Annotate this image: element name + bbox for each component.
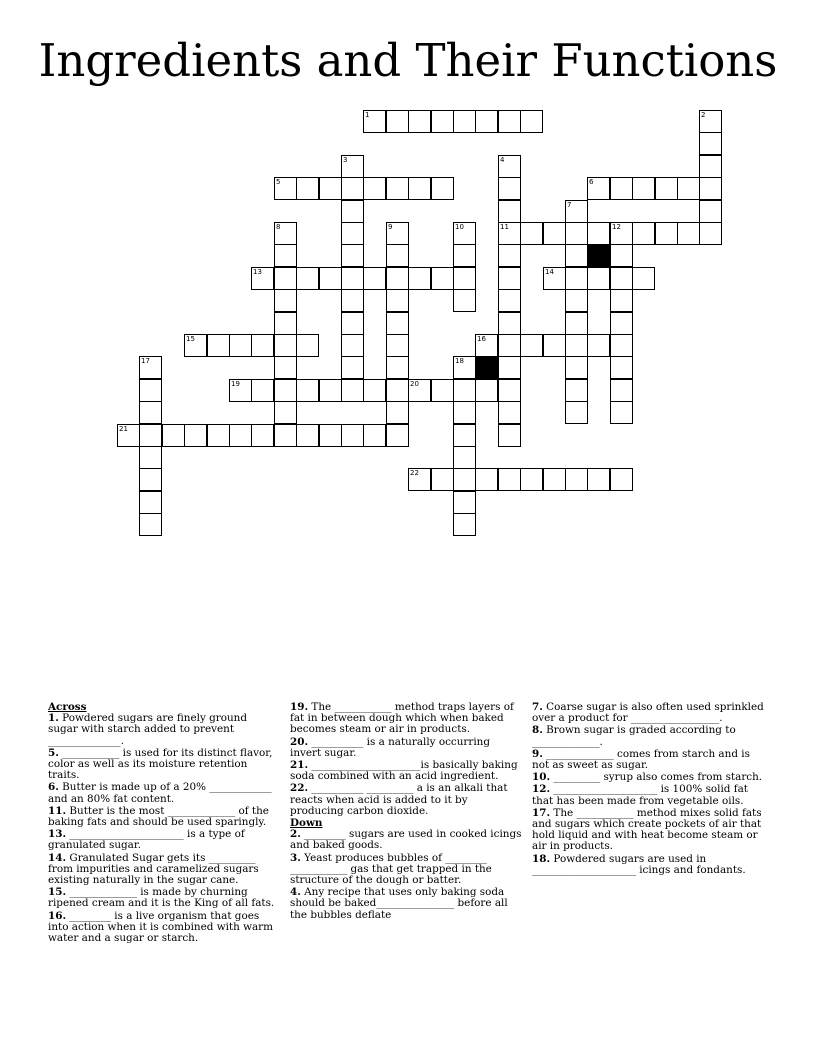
grid-cell[interactable] [431, 267, 454, 290]
cell-number: 14 [545, 268, 554, 276]
cell-number: 1 [365, 111, 370, 119]
grid-cell[interactable] [341, 289, 364, 312]
grid-cell[interactable] [498, 110, 521, 133]
grid-cell[interactable] [363, 177, 386, 200]
grid-cell[interactable] [274, 334, 297, 357]
grid-cell[interactable] [453, 491, 476, 514]
grid-cell[interactable] [475, 468, 498, 491]
grid-cell[interactable] [296, 334, 319, 357]
clue-across-20: 20. __________ is a naturally occurring invert sugar. [290, 735, 491, 759]
grid-cell[interactable] [543, 468, 566, 491]
grid-cell[interactable] [565, 401, 588, 424]
grid-cell[interactable] [453, 424, 476, 447]
grid-cell[interactable] [610, 334, 633, 357]
grid-cell[interactable] [139, 513, 162, 536]
grid-cell[interactable] [565, 356, 588, 379]
grid-cell[interactable] [610, 222, 633, 245]
grid-cell[interactable] [274, 289, 297, 312]
grid-cell[interactable] [498, 424, 521, 447]
grid-cell[interactable] [677, 222, 700, 245]
grid-cell[interactable] [274, 356, 297, 379]
grid-cell[interactable] [453, 513, 476, 536]
clue-across-1: 1. Powdered sugars are finely ground sugar with starch added to prevent ______________. [48, 712, 248, 747]
cell-number: 6 [589, 178, 594, 186]
grid-cell[interactable] [453, 401, 476, 424]
cell-number: 22 [410, 469, 419, 477]
grid-cell[interactable] [632, 267, 655, 290]
grid-cell[interactable] [319, 177, 342, 200]
cell-number: 20 [410, 380, 419, 388]
grid-cell[interactable] [565, 334, 588, 357]
grid-cell[interactable] [363, 379, 386, 402]
grid-cell[interactable] [408, 110, 431, 133]
grid-cell[interactable] [453, 356, 476, 379]
clue-down-9: 9. _____________ comes from starch and is not as sweet as sugar. [532, 747, 750, 772]
grid-cell[interactable] [184, 424, 207, 447]
grid-cell[interactable] [610, 401, 633, 424]
grid-cell[interactable] [207, 424, 230, 447]
grid-cell[interactable] [386, 334, 409, 357]
grid-cell[interactable] [139, 401, 162, 424]
grid-cell[interactable] [207, 334, 230, 357]
grid-cell[interactable] [610, 468, 633, 491]
grid-cell[interactable] [565, 468, 588, 491]
grid-cell[interactable] [453, 379, 476, 402]
grid-cell[interactable] [296, 267, 319, 290]
clue-down-17: 17. The ___________ method mixes solid fats and sugars which create pockets of air that hold liquid and with heat become steam or air in products. [532, 806, 762, 853]
black-square [475, 356, 498, 379]
grid-cell[interactable] [587, 267, 610, 290]
grid-cell[interactable] [565, 312, 588, 335]
grid-cell[interactable] [296, 177, 319, 200]
grid-cell[interactable] [341, 200, 364, 223]
puzzle-title: Ingredients and Their Functions [38, 34, 778, 87]
grid-cell[interactable] [139, 446, 162, 469]
grid-cell[interactable] [274, 244, 297, 267]
clue-down-18: 18. Powdered sugars are used in ____________________ icings and fondants. [532, 852, 746, 876]
grid-cell[interactable] [229, 334, 252, 357]
black-square [587, 244, 610, 267]
grid-cell[interactable] [632, 177, 655, 200]
grid-cell[interactable] [699, 155, 722, 178]
grid-cell[interactable] [251, 424, 274, 447]
cell-number: 5 [276, 178, 281, 186]
cell-number: 12 [612, 223, 621, 231]
clue-down-4: 4. Any recipe that uses only baking soda should be baked_______________ before all the bubbles deflate [290, 886, 508, 921]
clues-column-1 [48, 702, 278, 945]
grid-cell[interactable] [363, 424, 386, 447]
grid-cell[interactable] [139, 379, 162, 402]
grid-cell[interactable] [386, 110, 409, 133]
clue-across-21: 21. _____________________is basically baking soda combined with an acid ingredient. [290, 759, 518, 783]
grid-cell[interactable] [543, 267, 566, 290]
cell-number: 18 [455, 357, 464, 365]
grid-cell[interactable] [587, 334, 610, 357]
grid-cell[interactable] [699, 110, 722, 133]
grid-cell[interactable] [296, 379, 319, 402]
cell-number: 3 [343, 156, 348, 164]
cell-number: 19 [231, 380, 240, 388]
grid-cell[interactable] [543, 334, 566, 357]
clue-across-16: 16. ________ is a live organism that goes into action when it is combined with warm water and a sugar or starch. [48, 909, 273, 945]
grid-cell[interactable] [341, 267, 364, 290]
grid-cell[interactable] [498, 379, 521, 402]
grid-cell[interactable] [363, 267, 386, 290]
grid-cell[interactable] [319, 379, 342, 402]
grid-cell[interactable] [386, 401, 409, 424]
grid-cell[interactable] [610, 356, 633, 379]
grid-cell[interactable] [341, 356, 364, 379]
across-heading: Across [48, 701, 87, 713]
grid-cell[interactable] [431, 468, 454, 491]
grid-cell[interactable] [498, 267, 521, 290]
grid-cell[interactable] [386, 177, 409, 200]
grid-cell[interactable] [431, 177, 454, 200]
clue-down-12: 12. ____________________ is 100% solid fat that has been made from vegetable oils. [532, 783, 748, 807]
grid-cell[interactable] [274, 177, 297, 200]
clue-down-8: 8. Brown sugar is graded according to _____________. [532, 724, 736, 748]
grid-cell[interactable] [386, 267, 409, 290]
grid-cell[interactable] [408, 379, 431, 402]
grid-cell[interactable] [632, 222, 655, 245]
grid-cell[interactable] [386, 424, 409, 447]
grid-cell[interactable] [408, 177, 431, 200]
clue-across-19: 19. The ___________ method traps layers of fat in between dough which when baked becomes steam or air in products. [290, 701, 514, 736]
grid-cell[interactable] [341, 379, 364, 402]
grid-cell[interactable] [386, 289, 409, 312]
cell-number: 17 [141, 357, 150, 365]
grid-cell[interactable] [498, 356, 521, 379]
grid-cell[interactable] [699, 177, 722, 200]
grid-cell[interactable] [699, 132, 722, 155]
grid-cell[interactable] [274, 312, 297, 335]
grid-cell[interactable] [453, 244, 476, 267]
grid-cell[interactable] [341, 244, 364, 267]
clues-column-3 [532, 702, 768, 877]
grid-cell[interactable] [341, 155, 364, 178]
grid-cell[interactable] [386, 244, 409, 267]
clue-across-11: 11. Butter is the most _____________ of the baking fats and should be used sparingly. [48, 804, 269, 829]
grid-cell[interactable] [498, 244, 521, 267]
clue-across-22: 22. __________ _________ a is an alkali that reacts when acid is added to it by producing carbon dioxide. [290, 782, 508, 817]
cell-number: 4 [500, 156, 505, 164]
cell-number: 2 [701, 111, 706, 119]
grid-cell[interactable] [251, 334, 274, 357]
grid-cell[interactable] [520, 468, 543, 491]
grid-cell[interactable] [251, 379, 274, 402]
grid-cell[interactable] [699, 200, 722, 223]
grid-cell[interactable] [610, 267, 633, 290]
grid-cell[interactable] [453, 289, 476, 312]
grid-cell[interactable] [699, 222, 722, 245]
grid-cell[interactable] [341, 424, 364, 447]
grid-cell[interactable] [117, 424, 140, 447]
grid-cell[interactable] [274, 401, 297, 424]
grid-cell[interactable] [386, 379, 409, 402]
grid-cell[interactable] [655, 177, 678, 200]
grid-cell[interactable] [565, 244, 588, 267]
clue-down-3: 3. Yeast produces bubbles of ________ ___________ gas that get trapped in the structure of the dough or batter. [290, 851, 492, 887]
grid-cell[interactable] [610, 177, 633, 200]
cell-number: 13 [253, 268, 262, 276]
grid-cell[interactable] [453, 446, 476, 469]
grid-cell[interactable] [543, 222, 566, 245]
grid-cell[interactable] [453, 468, 476, 491]
grid-cell[interactable] [431, 379, 454, 402]
grid-cell[interactable] [610, 244, 633, 267]
grid-cell[interactable] [475, 334, 498, 357]
grid-cell[interactable] [498, 155, 521, 178]
cell-number: 11 [500, 223, 509, 231]
grid-cell[interactable] [139, 468, 162, 491]
grid-cell[interactable] [453, 110, 476, 133]
cell-number: 9 [388, 223, 393, 231]
grid-cell[interactable] [498, 177, 521, 200]
grid-cell[interactable] [565, 267, 588, 290]
clue-across-13: 13. ______________________ is a type of granulated sugar. [48, 828, 245, 852]
grid-cell[interactable] [565, 379, 588, 402]
cell-number: 10 [455, 223, 464, 231]
grid-cell[interactable] [498, 334, 521, 357]
grid-cell[interactable] [587, 177, 610, 200]
grid-cell[interactable] [565, 200, 588, 223]
clue-down-2: 2. ________ sugars are used in cooked icings and baked goods. [290, 828, 522, 852]
grid-cell[interactable] [498, 222, 521, 245]
grid-cell[interactable] [341, 334, 364, 357]
grid-cell[interactable] [520, 334, 543, 357]
grid-cell[interactable] [139, 356, 162, 379]
down-heading: Down [290, 817, 323, 830]
grid-cell[interactable] [655, 222, 678, 245]
grid-cell[interactable] [341, 177, 364, 200]
grid-cell[interactable] [229, 424, 252, 447]
grid-cell[interactable] [498, 200, 521, 223]
grid-cell[interactable] [565, 222, 588, 245]
clue-across-6: 6. Butter is made up of a 20% ____________ and an 80% fat content. [48, 781, 272, 805]
grid-cell[interactable] [139, 424, 162, 447]
grid-cell[interactable] [408, 267, 431, 290]
grid-cell[interactable] [565, 289, 588, 312]
grid-cell[interactable] [475, 379, 498, 402]
grid-cell[interactable] [520, 110, 543, 133]
clue-down-7: 7. Coarse sugar is also often used sprinkled over a product for _________________. [532, 701, 764, 725]
cell-number: 7 [567, 201, 572, 209]
grid-cell[interactable] [498, 312, 521, 335]
cell-number: 16 [477, 335, 486, 343]
grid-cell[interactable] [610, 312, 633, 335]
grid-cell[interactable] [274, 379, 297, 402]
grid-cell[interactable] [610, 379, 633, 402]
grid-cell[interactable] [677, 177, 700, 200]
grid-cell[interactable] [139, 491, 162, 514]
grid-cell[interactable] [319, 267, 342, 290]
grid-cell[interactable] [498, 468, 521, 491]
clues-column-2 [290, 702, 522, 922]
grid-cell[interactable] [251, 267, 274, 290]
clue-across-5: 5. ___________ is used for its distinct flavor, color as well as its moisture retention traits. [48, 746, 273, 782]
grid-cell[interactable] [319, 424, 342, 447]
grid-cell[interactable] [341, 312, 364, 335]
grid-cell[interactable] [453, 222, 476, 245]
grid-cell[interactable] [229, 379, 252, 402]
clue-down-10: 10. _________ syrup also comes from starch. [532, 771, 763, 784]
grid-cell[interactable] [475, 110, 498, 133]
clue-across-14: 14. Granulated Sugar gets its _________ from impurities and caramelized sugars existing naturally in the sugar cane. [48, 851, 259, 887]
grid-cell[interactable] [498, 401, 521, 424]
grid-cell[interactable] [386, 356, 409, 379]
grid-cell[interactable] [610, 289, 633, 312]
grid-cell[interactable] [587, 222, 610, 245]
grid-cell[interactable] [453, 267, 476, 290]
grid-cell[interactable] [520, 222, 543, 245]
grid-cell[interactable] [498, 289, 521, 312]
cell-number: 15 [186, 335, 195, 343]
grid-cell[interactable] [386, 312, 409, 335]
grid-cell[interactable] [431, 110, 454, 133]
grid-cell[interactable] [587, 468, 610, 491]
grid-cell[interactable] [341, 222, 364, 245]
grid-cell[interactable] [274, 267, 297, 290]
grid-cell[interactable] [274, 222, 297, 245]
grid-cell[interactable] [162, 424, 185, 447]
grid-cell[interactable] [274, 424, 297, 447]
grid-cell[interactable] [296, 424, 319, 447]
grid-cell[interactable] [363, 110, 386, 133]
grid-cell[interactable] [184, 334, 207, 357]
grid-cell[interactable] [386, 222, 409, 245]
cell-number: 8 [276, 223, 281, 231]
grid-cell[interactable] [408, 468, 431, 491]
clue-across-15: 15. _____________ is made by churning ripened cream and it is the King of all fats. [48, 886, 275, 910]
cell-number: 21 [119, 425, 128, 433]
